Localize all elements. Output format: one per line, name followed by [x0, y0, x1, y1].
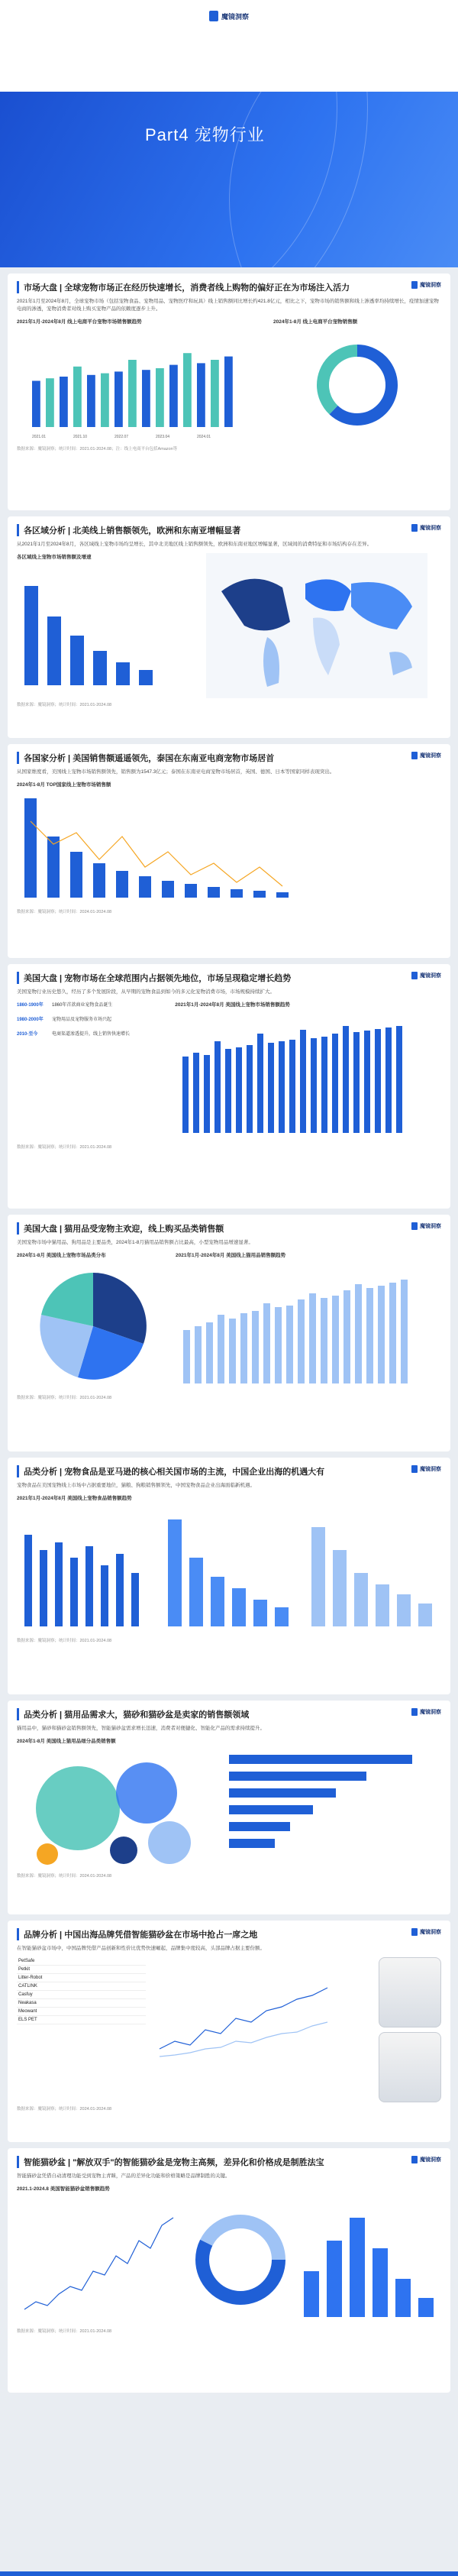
section-text: 宠物食品在美国宠物线上市场中占据重要地位，猫粮、狗粮销售额领先，中国宠物食品企业出海面临新机遇。	[17, 1483, 255, 1488]
chart-caption: 各区域线上宠物市场销售额及增速	[17, 555, 92, 560]
x-tick-label: 2023.04	[156, 435, 170, 439]
product-image	[379, 2032, 441, 2102]
bar	[197, 363, 205, 427]
region-bar-chart	[17, 563, 200, 693]
section-title: 品牌分析 | 中国出海品牌凭借智能猫砂盆在市场中抢占一席之地	[17, 1928, 441, 1940]
part-banner	[0, 92, 458, 267]
bar	[142, 370, 150, 427]
bar	[46, 378, 54, 427]
section-title: 智能猫砂盆 | "解放双手"的智能猫砂盆是宠物主高频，差异化和价格成是制胜法宝	[17, 2156, 441, 2168]
section-text: 猫用品中，猫砂和猫砂盆销售额领先，智能猫砂盆需求增长迅速，消费者对便捷化、智能化产品的需求持续提升。	[17, 1726, 265, 1731]
bar	[224, 357, 233, 427]
table-row: Litter-Robot	[17, 1974, 146, 1982]
bar	[183, 353, 192, 427]
section-logo: 魔镜洞察	[411, 1222, 441, 1230]
bar	[156, 368, 164, 427]
timeline-item: 1860-1900年 1860年首款商业宠物食品诞生	[17, 1003, 113, 1008]
source-note: 数据来源：魔镜洞察；统计时间：2021.01-2024.08	[17, 1396, 112, 1400]
source-note: 数据来源：魔镜洞察；统计时间：2024.01-2024.08	[17, 910, 112, 914]
table-row: CATLINK	[17, 1982, 146, 1991]
source-note: 数据来源：魔镜洞察；统计时间：2024.01-2024.08	[17, 1874, 112, 1879]
us-trend-chart	[175, 1011, 419, 1141]
chart-caption: 2021年1月-2024年8月 美国线上宠物食品销售额趋势	[17, 1496, 132, 1501]
timeline-item: 1980-2000年 宠物用品及宠物服务市场兴起	[17, 1018, 112, 1022]
chart-caption: 2024年1-8月 美国线上猫用品细分品类销售额	[17, 1739, 116, 1744]
table-row: Petkit	[17, 1966, 146, 1974]
chart-caption: 2021年1月-2024年8月 美国线上宠物市场销售额趋势	[175, 1002, 290, 1008]
cat-supplies-trend-chart	[176, 1261, 420, 1391]
pet-food-chart-a	[17, 1504, 154, 1634]
bar	[101, 374, 109, 427]
smart-litter-price-bars	[296, 2195, 441, 2325]
section-cat-supplies	[8, 1701, 450, 1914]
section-text: 美国宠物行业历史悠久，经历了多个发展阶段，从早期的宠物食品到如今的多元化宠物消费市场，市场规模持续扩大。	[17, 989, 275, 995]
section-region	[8, 516, 450, 738]
section-brand	[8, 1921, 450, 2142]
section-text: 从国家维度看，美国线上宠物市场销售额领先，销售额为1547.3亿元；泰国在东南亚电商宠物市场居首，英国、德国、日本等国家同样表现突出。	[17, 769, 335, 775]
source-note: 数据来源：魔镜洞察；统计时间：2021.01-2024.08	[17, 2329, 112, 2334]
market-trend-chart	[17, 328, 253, 442]
section-text: 2021年1月至2024年8月，全球宠物市场（包括宠物食品、宠物用品、宠物医疗和玩具）线上销售额同比增长约421.8亿元，相比之下，宠物市场的销售额和线上渗透率均持续增长，疫情加速宠物电商的渗透，宠物消费者对线上购买宠物产品的依赖度逐步上升。	[17, 299, 439, 312]
section-logo: 魔镜洞察	[411, 524, 441, 532]
top-header	[0, 0, 458, 92]
brand-logo	[209, 11, 249, 21]
bar	[60, 377, 68, 427]
cat-bubble-chart	[17, 1747, 215, 1869]
section-us-market	[8, 964, 450, 1209]
footer-band	[0, 2571, 458, 2576]
x-tick-label: 2021.10	[73, 435, 88, 439]
source-note: 数据来源：魔镜洞察；统计时间：2021.01-2024.08	[17, 1145, 112, 1150]
x-tick-label: 2024.01	[197, 435, 211, 439]
section-country	[8, 744, 450, 958]
market-share-donut	[273, 328, 441, 442]
chart-caption: 2024年1-8月 TOP国家线上宠物市场销售额	[17, 782, 111, 788]
chart-caption: 2021年1月-2024年8月 线上电商平台宠物市场销售额趋势	[17, 319, 142, 325]
pet-food-chart-c	[304, 1504, 441, 1634]
product-image	[379, 1957, 441, 2027]
bar	[211, 360, 219, 427]
section-title: 市场大盘 | 全球宠物市场正在经历快速增长，消费者线上购物的偏好正在为市场注入活力	[17, 281, 441, 293]
section-logo: 魔镜洞察	[411, 1465, 441, 1473]
section-text: 在智能猫砂盆市场中，中国品牌凭借产品创新和性价比优势快速崛起，品牌集中度较高，头部品牌占据主要份额。	[17, 1946, 265, 1951]
history-timeline	[17, 1001, 169, 1141]
section-us-category	[8, 1215, 450, 1451]
x-tick-label: 2022.07	[114, 435, 129, 439]
section-title: 各区域分析 | 北美线上销售额领先，欧洲和东南亚增幅显著	[17, 524, 441, 536]
section-logo: 魔镜洞察	[411, 1708, 441, 1716]
table-row: PetSafe	[17, 1957, 146, 1966]
source-note: 数据来源：魔镜洞察；统计时间：2021.01-2024.08；注：线上电商平台包括Amazon等	[17, 447, 178, 451]
section-title: 美国大盘 | 宠物市场在全球范围内占据领先地位，市场呈现稳定增长趋势	[17, 972, 441, 984]
bar	[128, 360, 137, 427]
country-bar-chart	[17, 791, 441, 905]
table-row: ELS PET	[17, 2016, 146, 2024]
table-row: Meowant	[17, 2008, 146, 2016]
section-text: 智能猫砂盆凭借自动清理功能受到宠物主青睐，产品的差异化功能和价格策略是品牌制胜的关键。	[17, 2173, 231, 2179]
timeline-item: 2010-至今 电商渠道渗透提升，线上销售快速增长	[17, 1032, 131, 1037]
section-logo: 魔镜洞察	[411, 2156, 441, 2163]
cat-subcategory-bars	[221, 1747, 435, 1869]
brand-table	[17, 1957, 146, 2024]
world-map	[206, 553, 427, 698]
brand-name: 魔镜洞察	[221, 12, 250, 21]
section-logo: 魔镜洞察	[411, 1928, 441, 1936]
smart-litter-donut	[191, 2195, 290, 2325]
source-note: 数据来源：魔镜洞察；统计时间：2024.01-2024.08	[17, 2107, 112, 2112]
smart-litter-trend	[17, 2195, 185, 2325]
bar	[73, 367, 82, 427]
bar	[169, 365, 178, 427]
chart-caption: 2021年1月-2024年8月 美国线上猫用品销售额趋势	[176, 1253, 286, 1258]
section-title: 品类分析 | 猫用品需求大，猫砂和猫砂盆是卖家的销售额领域	[17, 1708, 441, 1720]
brand-line-chart	[152, 1957, 335, 2079]
section-logo: 魔镜洞察	[411, 972, 441, 979]
section-title: 各国家分析 | 美国销售额遥遥领先，泰国在东南亚电商宠物市场居首	[17, 752, 441, 764]
section-title: 品类分析 | 宠物食品是亚马逊的核心相关国市场的主流，中国企业出海的机遇大有	[17, 1465, 441, 1477]
source-note: 数据来源：魔镜洞察；统计时间：2021.01-2024.08	[17, 1639, 112, 1643]
category-pie-chart	[17, 1261, 169, 1391]
pet-food-chart-b	[160, 1504, 298, 1634]
banner-title: Part4 宠物行业	[145, 125, 265, 144]
chart-caption: 2021.1-2024.8 美国智能猫砂盆销售额趋势	[17, 2186, 110, 2192]
table-row: Neakasa	[17, 1999, 146, 2008]
section-market-overview	[8, 273, 450, 510]
table-row: Casfuy	[17, 1991, 146, 1999]
source-note: 数据来源：魔镜洞察；统计时间：2021.01-2024.08	[17, 703, 112, 707]
chart-caption: 2024年1-8月 美国线上宠物市场品类分布	[17, 1253, 106, 1258]
section-logo: 魔镜洞察	[411, 752, 441, 759]
section-text: 从2021年1月至2024年8月，各区域线上宠物市场均呈增长，其中北美地区线上销售额领先，欧洲和东南亚地区增幅显著，区域间的消费特征和市场结构存在差异。	[17, 542, 373, 547]
section-text: 美国宠物市场中猫用品、狗用品是主要品类，2024年1-8月猫用品销售额占比最高，小型宠物用品增速显著。	[17, 1240, 253, 1245]
bar	[114, 371, 123, 427]
bar	[32, 381, 40, 428]
chart-caption: 2024年1-8月 线上电商平台宠物销售额	[273, 319, 358, 325]
bar	[87, 375, 95, 427]
brand-logo-icon	[209, 11, 218, 21]
x-tick-label: 2021.01	[32, 435, 47, 439]
section-pet-food	[8, 1458, 450, 1694]
section-smart-litter	[8, 2148, 450, 2393]
section-logo: 魔镜洞察	[411, 281, 441, 289]
section-title: 美国大盘 | 猫用品受宠物主欢迎，线上购买品类销售额	[17, 1222, 441, 1235]
